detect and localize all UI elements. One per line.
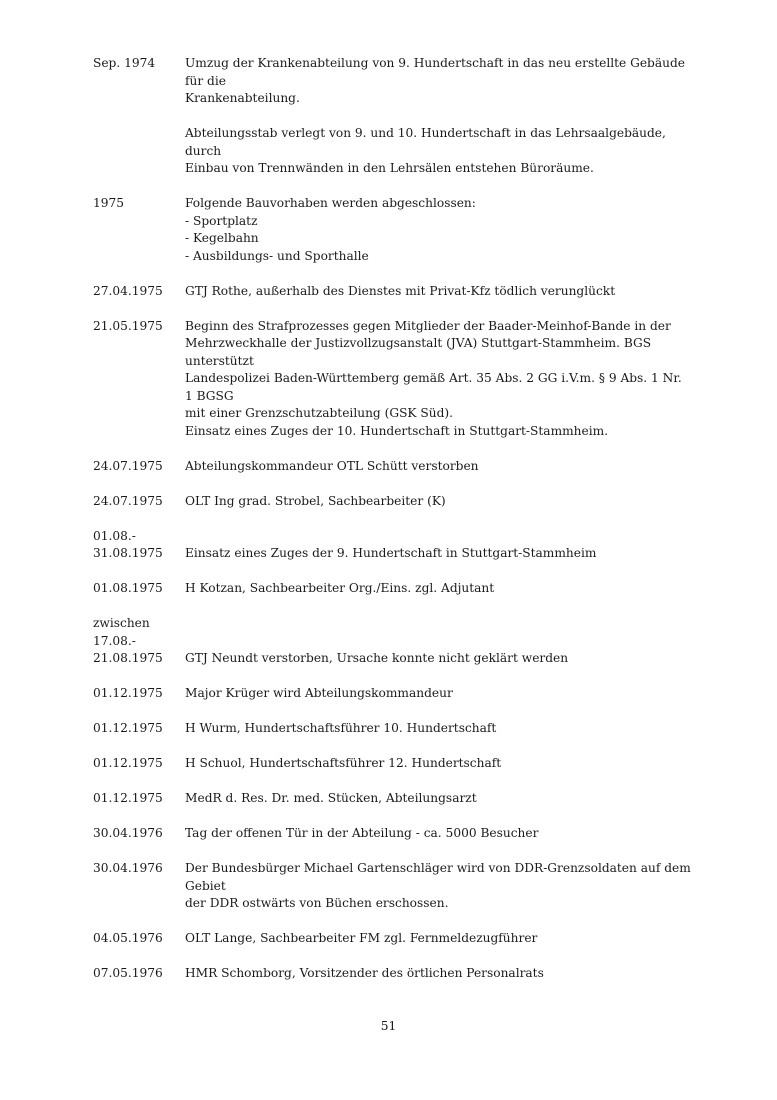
entry-text xyxy=(185,685,693,703)
entry-line: Mehrzweckhalle der Justizvollzugsanstalt (JVA) Stuttgart-Stammheim. BGS unterstützt xyxy=(185,336,652,368)
entry-paragraph xyxy=(185,825,693,843)
chronicle-entry xyxy=(93,790,693,808)
entry-text xyxy=(185,965,693,983)
chronicle-entry xyxy=(93,755,693,773)
entry-paragraph xyxy=(185,318,693,441)
entry-text xyxy=(185,930,693,948)
entry-text xyxy=(185,528,693,563)
chronicle-entry xyxy=(93,458,693,476)
entry-paragraph xyxy=(185,125,693,178)
entry-line: Einsatz eines Zuges der 10. Hundertschaft in Stuttgart-Stammheim. xyxy=(185,423,609,438)
entry-paragraph xyxy=(185,195,693,265)
entry-line: Folgende Bauvorhaben werden abgeschlossen: xyxy=(185,196,476,210)
entry-date: 01.12.1975 xyxy=(93,756,163,770)
entry-paragraph xyxy=(185,755,693,773)
entry-paragraph xyxy=(185,283,693,301)
chronicle-entry xyxy=(93,55,693,178)
entry-text xyxy=(185,318,693,441)
entry-text xyxy=(185,790,693,808)
entry-text xyxy=(185,195,693,265)
entry-line: Beginn des Strafprozesses gegen Mitglieder der Baader-Meinhof-Bande in der xyxy=(185,318,671,333)
entry-line: Einbau von Trennwänden in den Lehrsälen entstehen Büroräume. xyxy=(185,161,594,175)
entry-line: OLT Ing grad. Strobel, Sachbearbeiter (K) xyxy=(185,493,446,508)
entry-date: Sep. 1974 xyxy=(93,56,156,70)
chronicle-entry xyxy=(93,283,693,301)
chronicle-entry xyxy=(93,825,693,843)
entry-text xyxy=(185,493,693,511)
entry-paragraph xyxy=(185,790,693,808)
entry-date: 30.04.1976 xyxy=(93,861,163,875)
entry-line: Einsatz eines Zuges der 9. Hundertschaft in Stuttgart-Stammheim xyxy=(185,546,597,560)
chronicle-entry xyxy=(93,615,693,668)
entry-paragraph xyxy=(185,580,693,598)
chronicle-entry xyxy=(93,685,693,703)
entry-line: Der Bundesbürger Michael Gartenschläger wird von DDR-Grenzsoldaten auf dem Gebiet xyxy=(185,861,691,893)
entry-date: 01.08.1975 xyxy=(93,581,163,595)
entry-line: - Sportplatz xyxy=(185,213,258,228)
entry-paragraph xyxy=(185,930,693,948)
entry-line: H Wurm, Hundertschaftsführer 10. Hundertschaft xyxy=(185,721,497,735)
entry-line: - Ausbildungs- und Sporthalle xyxy=(185,248,369,263)
entry-paragraph xyxy=(185,965,693,983)
entry-date: 04.05.1976 xyxy=(93,931,163,945)
chronicle-entry xyxy=(93,195,693,265)
entry-line: Abteilungsstab verlegt von 9. und 10. Hundertschaft in das Lehrsaalgebäude, durch xyxy=(185,126,666,158)
entry-line: MedR d. Res. Dr. med. Stücken, Abteilungsarzt xyxy=(185,791,477,805)
entry-date: 01.12.1975 xyxy=(93,791,163,805)
entry-paragraph xyxy=(185,720,693,738)
chronicle-entry xyxy=(93,318,693,441)
entry-line: H Schuol, Hundertschaftsführer 12. Hundertschaft xyxy=(185,756,502,770)
entry-date: 01.12.1975 xyxy=(93,686,163,700)
entry-text xyxy=(185,720,693,738)
chronicle-entry xyxy=(93,965,693,983)
entry-text xyxy=(185,55,693,178)
chronicle-page xyxy=(93,55,693,1000)
entry-line: GTJ Neundt verstorben, Ursache konnte nicht geklärt werden xyxy=(185,651,569,665)
entry-paragraph xyxy=(185,860,693,913)
entry-text xyxy=(185,580,693,598)
entry-date: zwischen 17.08.- 21.08.1975 xyxy=(93,616,163,665)
entry-line: Tag der offenen Tür in der Abteilung - ca. 5000 Besucher xyxy=(185,826,539,840)
entry-text xyxy=(185,458,693,476)
entry-line: HMR Schomborg, Vorsitzender des örtlichen Personalrats xyxy=(185,966,544,980)
entry-paragraph xyxy=(185,685,693,703)
entry-paragraph xyxy=(185,458,693,476)
chronicle-entry xyxy=(93,493,693,511)
entry-line: der DDR ostwärts von Büchen erschossen. xyxy=(185,896,449,910)
entry-date: 1975 xyxy=(93,196,125,210)
chronicle-entries xyxy=(93,55,693,983)
entry-date: 27.04.1975 xyxy=(93,283,163,298)
chronicle-entry xyxy=(93,860,693,913)
entry-paragraph xyxy=(185,493,693,511)
chronicle-entry xyxy=(93,580,693,598)
entry-date: 21.05.1975 xyxy=(93,318,163,333)
entry-line: mit einer Grenzschutzabteilung (GSK Süd). xyxy=(185,406,454,420)
entry-date: 30.04.1976 xyxy=(93,826,163,840)
entry-date: 01.08.- 31.08.1975 xyxy=(93,528,163,560)
entry-line: - Kegelbahn xyxy=(185,231,259,245)
entry-line: OLT Lange, Sachbearbeiter FM zgl. Fernmeldezugführer xyxy=(185,931,538,945)
entry-line: Krankenabteilung. xyxy=(185,91,300,105)
chronicle-entry xyxy=(93,930,693,948)
entry-line: GTJ Rothe, außerhalb des Dienstes mit Privat-Kfz tödlich verunglückt xyxy=(185,283,616,298)
entry-text xyxy=(185,755,693,773)
entry-line: Umzug der Krankenabteilung von 9. Hundertschaft in das neu erstellte Gebäude für die xyxy=(185,56,685,88)
entry-date: 07.05.1976 xyxy=(93,966,163,980)
entry-text xyxy=(185,615,693,668)
entry-line: Landespolizei Baden-Württemberg gemäß Art. 35 Abs. 2 GG i.V.m. § 9 Abs. 1 Nr. 1 BGSG xyxy=(185,371,682,403)
page-number: 51 xyxy=(380,1019,397,1033)
entry-date: 01.12.1975 xyxy=(93,721,163,735)
chronicle-entry xyxy=(93,528,693,563)
entry-line: H Kotzan, Sachbearbeiter Org./Eins. zgl. Adjutant xyxy=(185,581,495,595)
entry-text xyxy=(185,283,693,301)
entry-text xyxy=(185,825,693,843)
entry-line: Abteilungskommandeur OTL Schütt verstorben xyxy=(185,458,479,473)
entry-line: Major Krüger wird Abteilungskommandeur xyxy=(185,686,453,700)
entry-paragraph xyxy=(185,55,693,108)
chronicle-entry xyxy=(93,720,693,738)
entry-text xyxy=(185,860,693,913)
entry-date: 24.07.1975 xyxy=(93,493,163,508)
entry-date: 24.07.1975 xyxy=(93,458,163,473)
